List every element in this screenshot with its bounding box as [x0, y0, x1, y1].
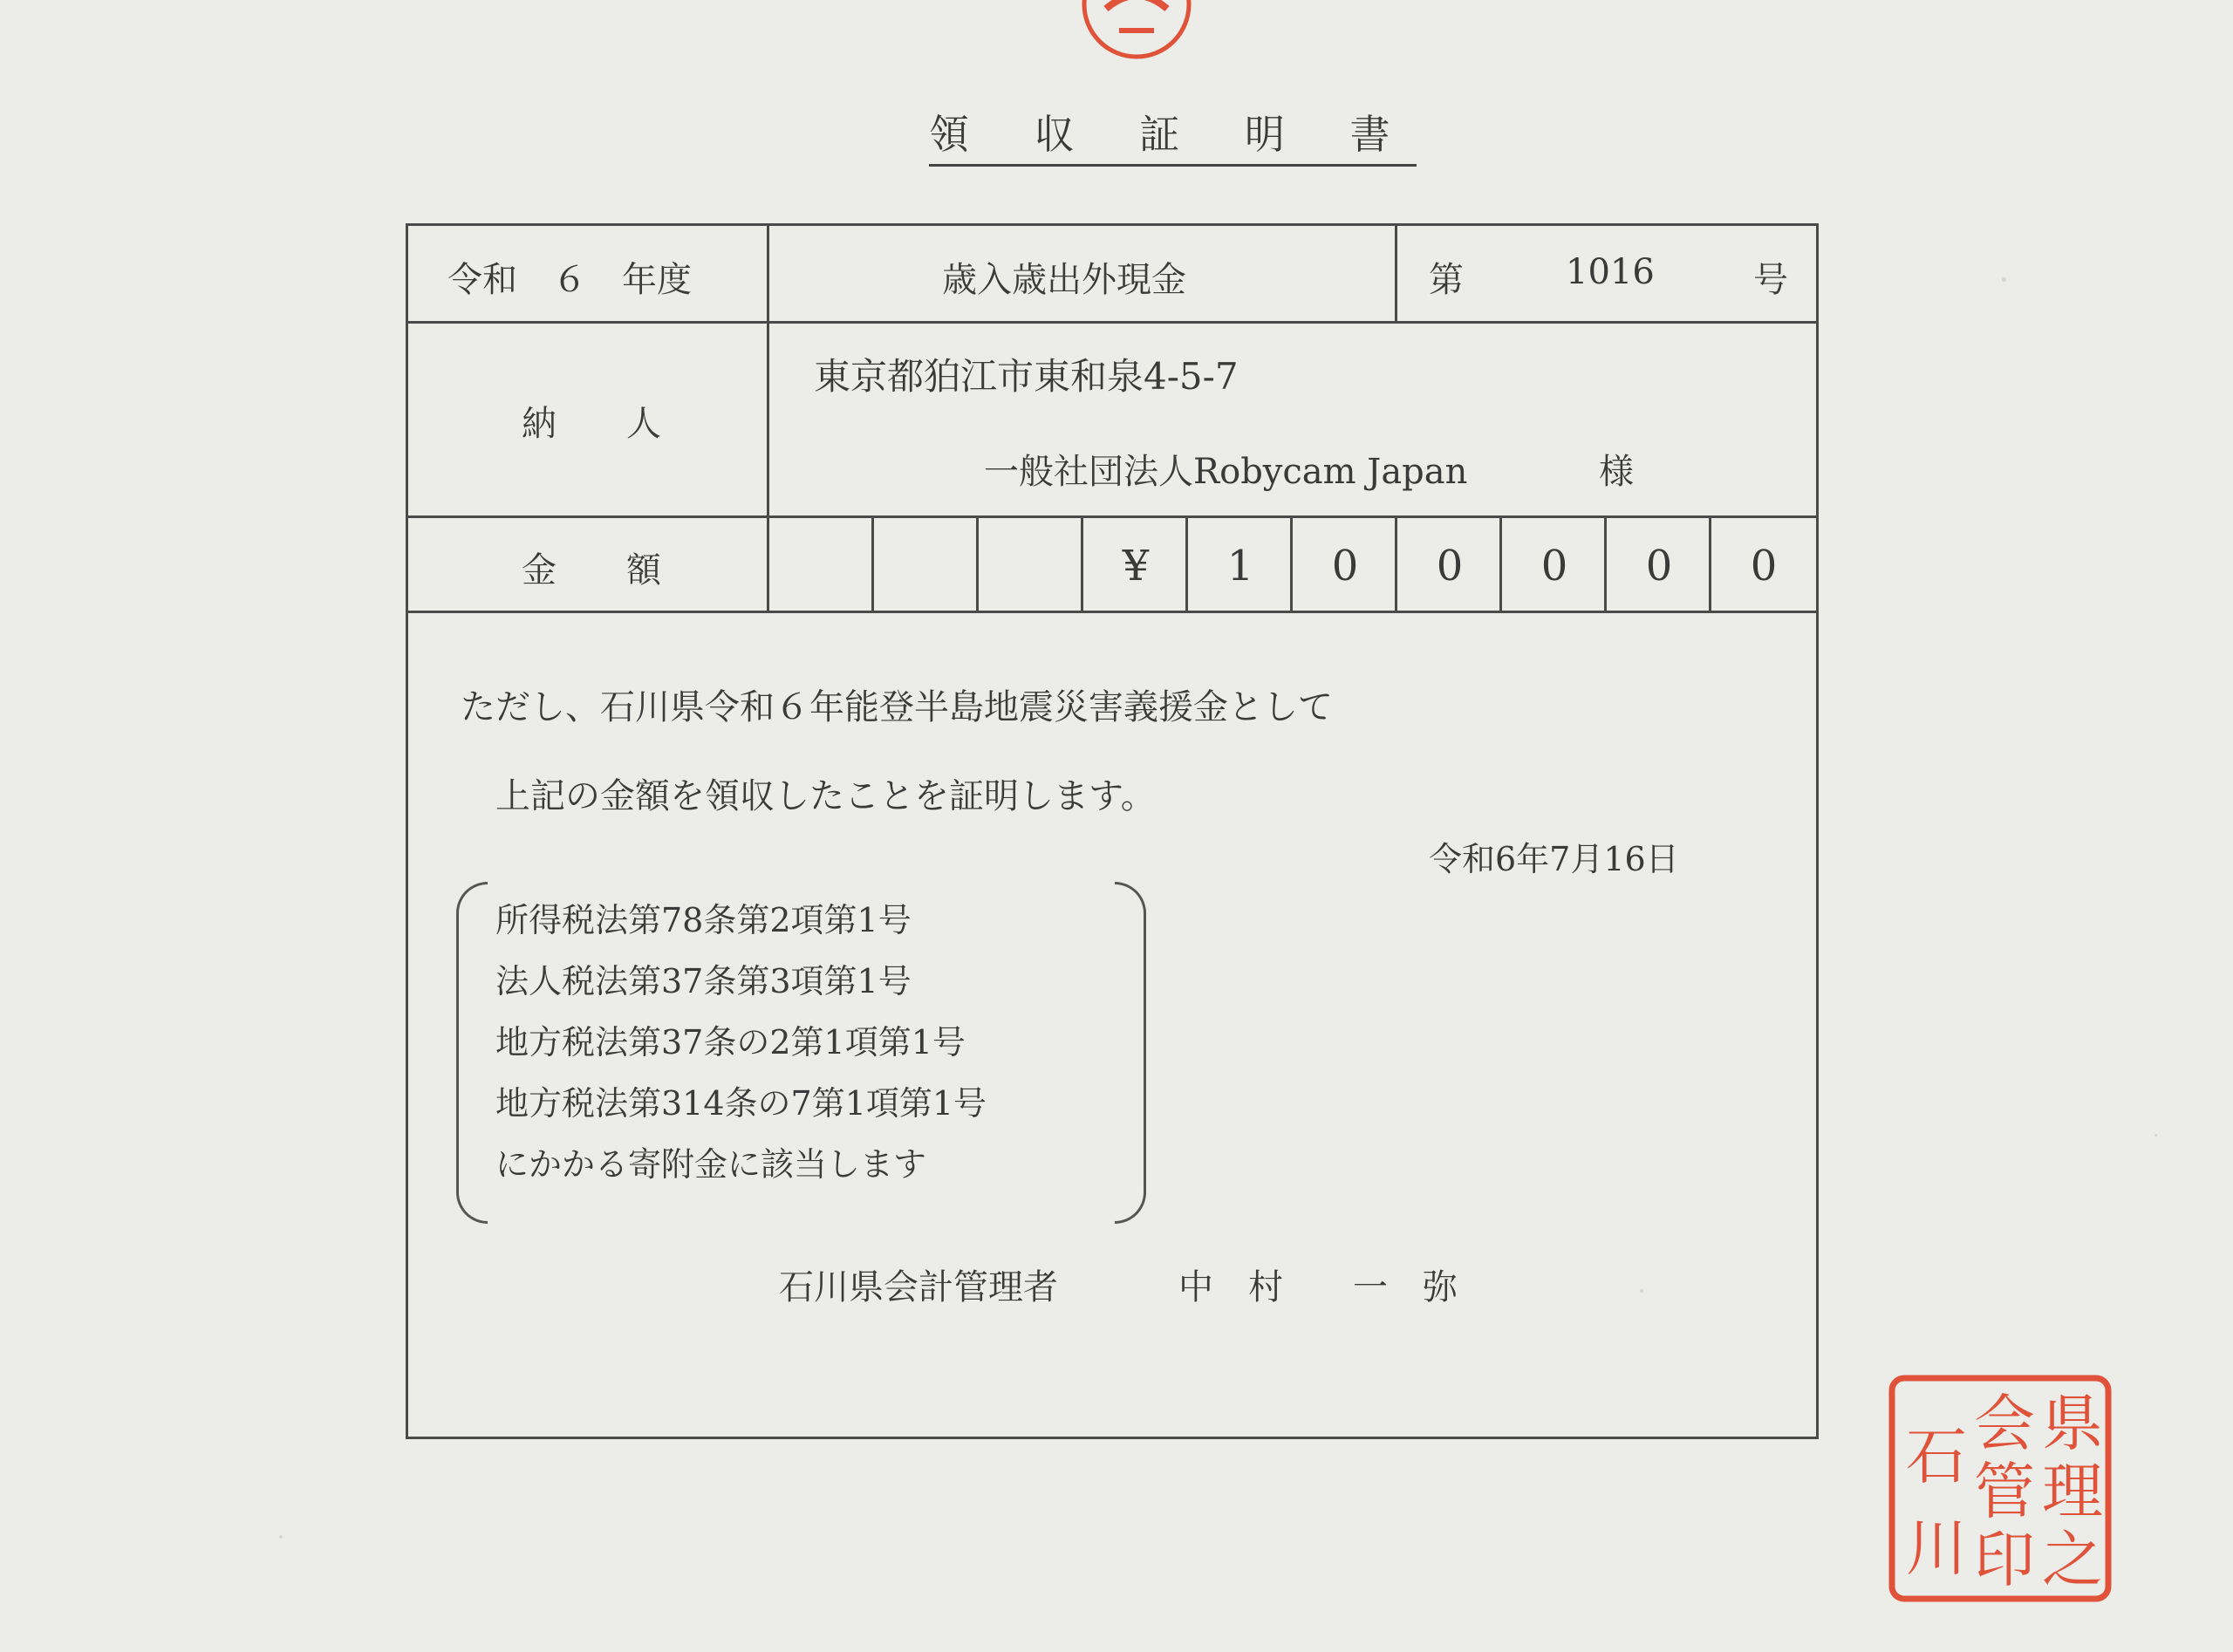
amount-digit: 1 — [1226, 541, 1254, 590]
number-prefix: 第 — [1429, 260, 1464, 300]
tax-note: 地方税法第37条の2第1項第1号 — [495, 1023, 966, 1062]
bracket-right — [1115, 882, 1146, 1224]
svg-text:理: 理 — [2042, 1456, 2103, 1527]
svg-text:川: 川 — [1906, 1512, 1967, 1584]
svg-text:管: 管 — [1974, 1456, 2035, 1527]
svg-text:之: 之 — [2042, 1524, 2103, 1595]
receipt-form — [406, 223, 2103, 1595]
receipt-number: 1016 — [1566, 252, 1655, 292]
certification-text: 上記の金額を領収したことを証明します。 — [495, 776, 1156, 816]
payer-label: 納 人 — [522, 404, 661, 444]
tax-note: 地方税法第314条の7第1項第1号 — [495, 1084, 987, 1123]
tax-note: にかかる寄附金に該当します — [495, 1145, 927, 1184]
tax-note: 法人税法第37条第3項第1号 — [495, 962, 912, 1000]
yen-symbol: ¥ — [1122, 541, 1150, 590]
tax-note: 所得税法第78条第2項第1号 — [495, 901, 912, 939]
number-suffix: 号 — [1753, 260, 1788, 300]
amount-digit — [769, 518, 874, 613]
issue-date: 令和6年7月16日 — [1429, 840, 1679, 878]
svg-text:石: 石 — [1906, 1421, 1967, 1492]
amount-digit: 0 — [1331, 541, 1359, 590]
svg-text:印: 印 — [1974, 1524, 2035, 1595]
amount-digit: 0 — [1645, 541, 1673, 590]
payer-address: 東京都狛江市東和泉4-5-7 — [814, 355, 1239, 398]
bracket-left — [456, 882, 488, 1224]
payer-name: 一般社団法人Robycam Japan — [984, 452, 1468, 492]
amount-digit: 0 — [1750, 541, 1778, 590]
document-title: 領 収 証 明 書 — [929, 103, 1417, 167]
purpose-text: ただし、石川県令和６年能登半島地震災害義援金として — [461, 687, 1333, 727]
amount-digit — [874, 518, 979, 613]
account-type: 歳入歳出外現金 — [942, 260, 1186, 300]
amount-digit: 0 — [1540, 541, 1568, 590]
payer-honorific: 様 — [1599, 452, 1634, 492]
svg-text:県: 県 — [2042, 1388, 2103, 1459]
signer-title: 石川県会計管理者 — [779, 1267, 1058, 1307]
amount-digit: 0 — [1436, 541, 1464, 590]
fiscal-year: 令和 ６ 年度 — [447, 260, 692, 300]
top-seal-stamp — [1071, 0, 1202, 61]
signer-name: 中 村 一 弥 — [1178, 1267, 1458, 1307]
official-seal-stamp — [1887, 1373, 2113, 1604]
amount-digit — [979, 518, 1083, 613]
svg-text:会: 会 — [1974, 1388, 2035, 1459]
amount-label: 金 額 — [522, 550, 661, 590]
amount-digits — [769, 518, 1819, 613]
